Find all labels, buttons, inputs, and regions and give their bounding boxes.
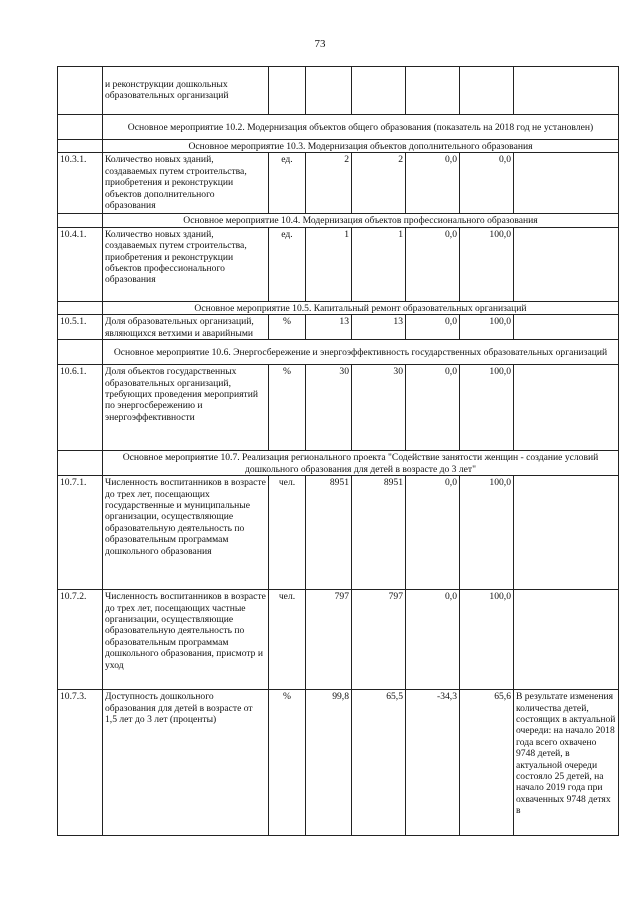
deviation-cell: 0,0 (406, 227, 460, 301)
note-cell (514, 315, 619, 340)
table-row (58, 153, 619, 214)
unit-cell: чел. (269, 476, 306, 590)
plan-cell: 99,8 (306, 690, 352, 836)
fact-cell: 13 (352, 315, 406, 340)
note-cell (514, 365, 619, 451)
fact-cell (352, 67, 406, 115)
continued-name-text: и реконструкции дошкольных образовательных организаций (105, 79, 229, 102)
section-header-row (58, 451, 619, 476)
note-cell: В результате изменения количества детей, состоящих в актуальной очереди: на начало 2018 года всего охвачено 9748 детей, в актуальной очереди состояло 25 детей, на начало 2019 года при охваченных 9748 детях в (514, 690, 619, 836)
table-row (58, 476, 619, 590)
name-cell (103, 67, 269, 115)
num-cell (58, 140, 103, 153)
plan-cell: 8951 (306, 476, 352, 590)
section-header-text: Основное мероприятие 10.6. Энергосбережение и энергоэффективность государственных образовательных организаций (103, 340, 619, 365)
deviation-cell: 0,0 (406, 476, 460, 590)
section-header-row (58, 115, 619, 140)
deviation-cell: 0,0 (406, 590, 460, 690)
num-cell: 10.7.2. (58, 590, 103, 690)
deviation-cell: 0,0 (406, 153, 460, 214)
section-header-row (58, 214, 619, 227)
name-cell: Доля объектов государственных образовательных организаций, требующих проведения мероприятий по энергосбережению и энергоэффективности (103, 365, 269, 451)
section-header-text: Основное мероприятие 10.5. Капитальный ремонт образовательных организаций (103, 301, 619, 314)
table-row (58, 315, 619, 340)
percent-cell: 100,0 (460, 365, 514, 451)
fact-cell: 65,5 (352, 690, 406, 836)
num-cell: 10.6.1. (58, 365, 103, 451)
note-cell (514, 67, 619, 115)
unit-cell: % (269, 690, 306, 836)
page-number: 73 (314, 38, 326, 50)
fact-cell: 797 (352, 590, 406, 690)
plan-cell (306, 67, 352, 115)
table-row (58, 590, 619, 690)
deviation-cell: 0,0 (406, 365, 460, 451)
section-header-text: Основное мероприятие 10.7. Реализация регионального проекта "Содействие занятости женщин - создание условий дошкольного образования для детей в возрасте до 3 лет" (103, 451, 619, 476)
num-cell: 10.7.1. (58, 476, 103, 590)
percent-cell: 100,0 (460, 315, 514, 340)
deviation-cell (406, 67, 460, 115)
num-cell: 10.3.1. (58, 153, 103, 214)
plan-cell: 797 (306, 590, 352, 690)
deviation-cell: -34,3 (406, 690, 460, 836)
num-cell (58, 115, 103, 140)
note-cell (514, 153, 619, 214)
note-cell (514, 227, 619, 301)
section-header-text: Основное мероприятие 10.3. Модернизация объектов дополнительного образования (103, 140, 619, 153)
fact-cell: 2 (352, 153, 406, 214)
table-row (58, 227, 619, 301)
unit-cell: ед. (269, 153, 306, 214)
num-cell (58, 67, 103, 115)
name-cell: Количество новых зданий, создаваемых путем строительства, приобретения и реконструкции объектов дополнительного образования (103, 153, 269, 214)
percent-cell: 100,0 (460, 227, 514, 301)
unit-cell: чел. (269, 590, 306, 690)
unit-cell: ед. (269, 227, 306, 301)
num-cell: 10.7.3. (58, 690, 103, 836)
percent-cell: 0,0 (460, 153, 514, 214)
percent-cell: 65,6 (460, 690, 514, 836)
num-cell: 10.5.1. (58, 315, 103, 340)
percent-cell (460, 67, 514, 115)
percent-cell: 100,0 (460, 476, 514, 590)
unit-cell: % (269, 315, 306, 340)
note-cell (514, 590, 619, 690)
section-header-row (58, 140, 619, 153)
note-cell (514, 476, 619, 590)
num-cell (58, 301, 103, 314)
name-cell: Численность воспитанников в возрасте до трех лет, посещающих государственные и муниципальные организации, осуществляющие образовательную деятельность по образовательным программам дошкольного образования (103, 476, 269, 590)
deviation-cell: 0,0 (406, 315, 460, 340)
num-cell (58, 214, 103, 227)
name-cell: Численность воспитанников в возрасте до трех лет, посещающих частные организации, осуществляющие образовательную деятельность по образовательным программам дошкольного образования, присмотр и уход (103, 590, 269, 690)
indicators-table (57, 66, 619, 836)
unit-cell (269, 67, 306, 115)
name-cell: Количество новых зданий, создаваемых путем строительства, приобретения и реконструкции объектов профессионального образования (103, 227, 269, 301)
num-cell (58, 451, 103, 476)
plan-cell: 13 (306, 315, 352, 340)
table-row (58, 365, 619, 451)
table-row (58, 67, 619, 115)
fact-cell: 30 (352, 365, 406, 451)
name-cell: Доля образовательных организаций, являющихся ветхими и аварийными (103, 315, 269, 340)
percent-cell: 100,0 (460, 590, 514, 690)
section-header-text: Основное мероприятие 10.4. Модернизация объектов профессионального образования (103, 214, 619, 227)
plan-cell: 30 (306, 365, 352, 451)
fact-cell: 8951 (352, 476, 406, 590)
name-cell: Доступность дошкольного образования для детей в возрасте от 1,5 лет до 3 лет (проценты) (103, 690, 269, 836)
unit-cell: % (269, 365, 306, 451)
section-header-row (58, 340, 619, 365)
section-header-row (58, 301, 619, 314)
num-cell: 10.4.1. (58, 227, 103, 301)
plan-cell: 2 (306, 153, 352, 214)
fact-cell: 1 (352, 227, 406, 301)
section-header-text: Основное мероприятие 10.2. Модернизация объектов общего образования (показатель на 2018 год не установлен) (103, 115, 619, 140)
plan-cell: 1 (306, 227, 352, 301)
table-row (58, 690, 619, 836)
num-cell (58, 340, 103, 365)
